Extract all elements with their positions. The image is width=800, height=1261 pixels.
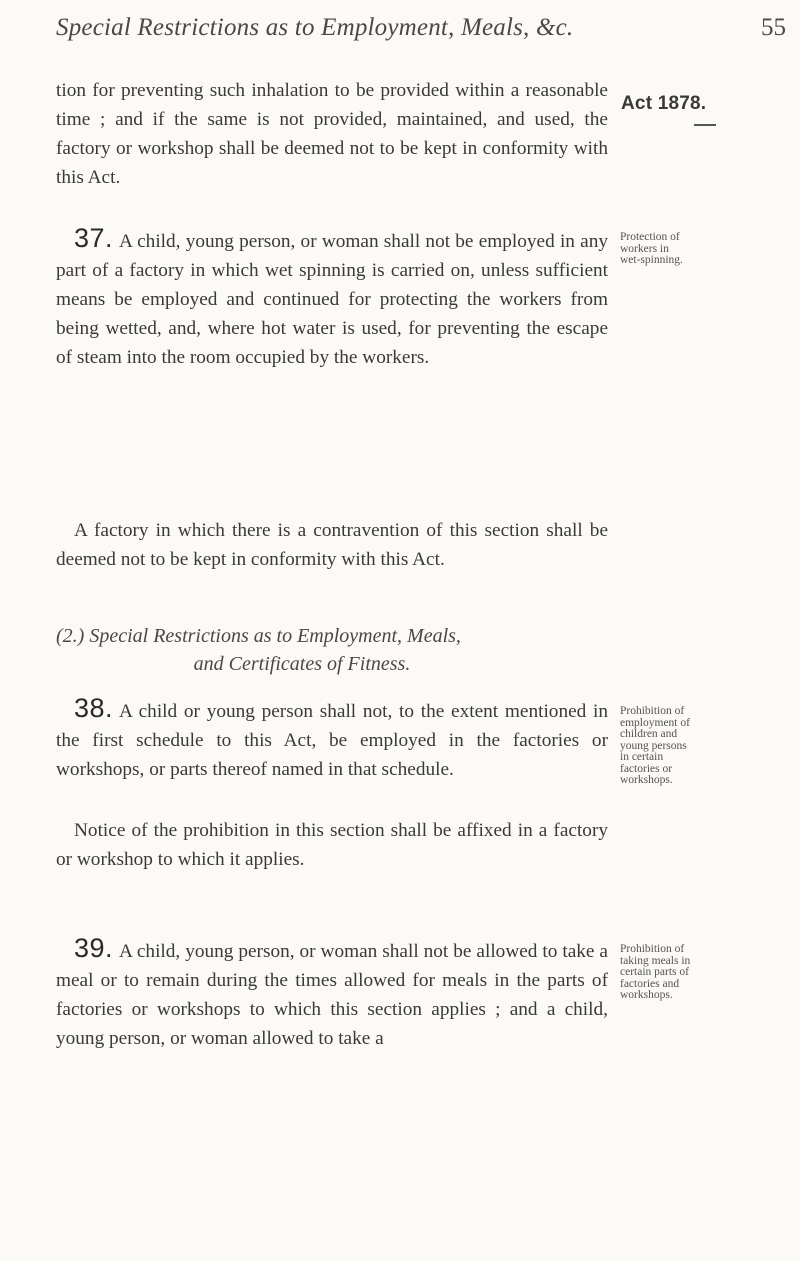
section-39-text: A child, young person, or woman shall not be allowed to take a meal or to remain during the times allowed for meals in the parts of factories or workshops to which this section applies ; and a child, young person, or woman allowed to take a xyxy=(56,941,608,1049)
section-37-text: A child, young person, or woman shall not be employed in any part of a factory in which wet spinning is carried on, unless sufficient means be employed and continued for protecting the workers from being wetted, and, where hot water is used, for preventing the escape of steam into the room occupied by the workers. xyxy=(56,231,608,368)
margin-note-37: Protection of workers in wet-spinning. xyxy=(620,231,683,266)
margin-note-38: Prohibition of employment of children and young persons in certain factories or workshops. xyxy=(620,705,690,786)
subheading-line-1: (2.) Special Restrictions as to Employment, Meals, xyxy=(56,625,461,647)
section-38 xyxy=(56,694,608,784)
section-37 xyxy=(56,224,608,372)
page-number: 55 xyxy=(761,14,786,41)
act-underline xyxy=(694,124,716,126)
section-38-text: A child or young person shall not, to the extent mentioned in the first schedule to this Act, be employed in the factories or workshops, or parts thereof named in that schedule. xyxy=(56,701,608,780)
running-title: Special Restrictions as to Employment, Meals, &c. xyxy=(56,14,574,41)
section-39-number: 39. xyxy=(74,933,114,963)
subheading xyxy=(56,622,608,678)
subheading-line-2: and Certificates of Fitness. xyxy=(193,653,411,675)
section-39 xyxy=(56,934,608,1053)
section-37-number: 37. xyxy=(74,223,114,253)
continuation-paragraph: tion for preventing such inhalation to be provided within a reasonable time ; and if the same is not provided, maintained, and used, the factory or workshop shall be deemed not to be kept in conformity with this Act. xyxy=(56,80,608,188)
page-header xyxy=(56,12,796,48)
margin-note-39: Prohibition of taking meals in certain parts of factories and workshops. xyxy=(620,943,691,1001)
margin-act-year: Act 1878. xyxy=(621,93,707,114)
section-38-number: 38. xyxy=(74,693,114,723)
section-37-paragraph-2: A factory in which there is a contravention of this section shall be deemed not to be kept in conformity with this Act. xyxy=(56,520,608,570)
section-38-paragraph-2: Notice of the prohibition in this section shall be affixed in a factory or workshop to which it applies. xyxy=(56,820,608,870)
